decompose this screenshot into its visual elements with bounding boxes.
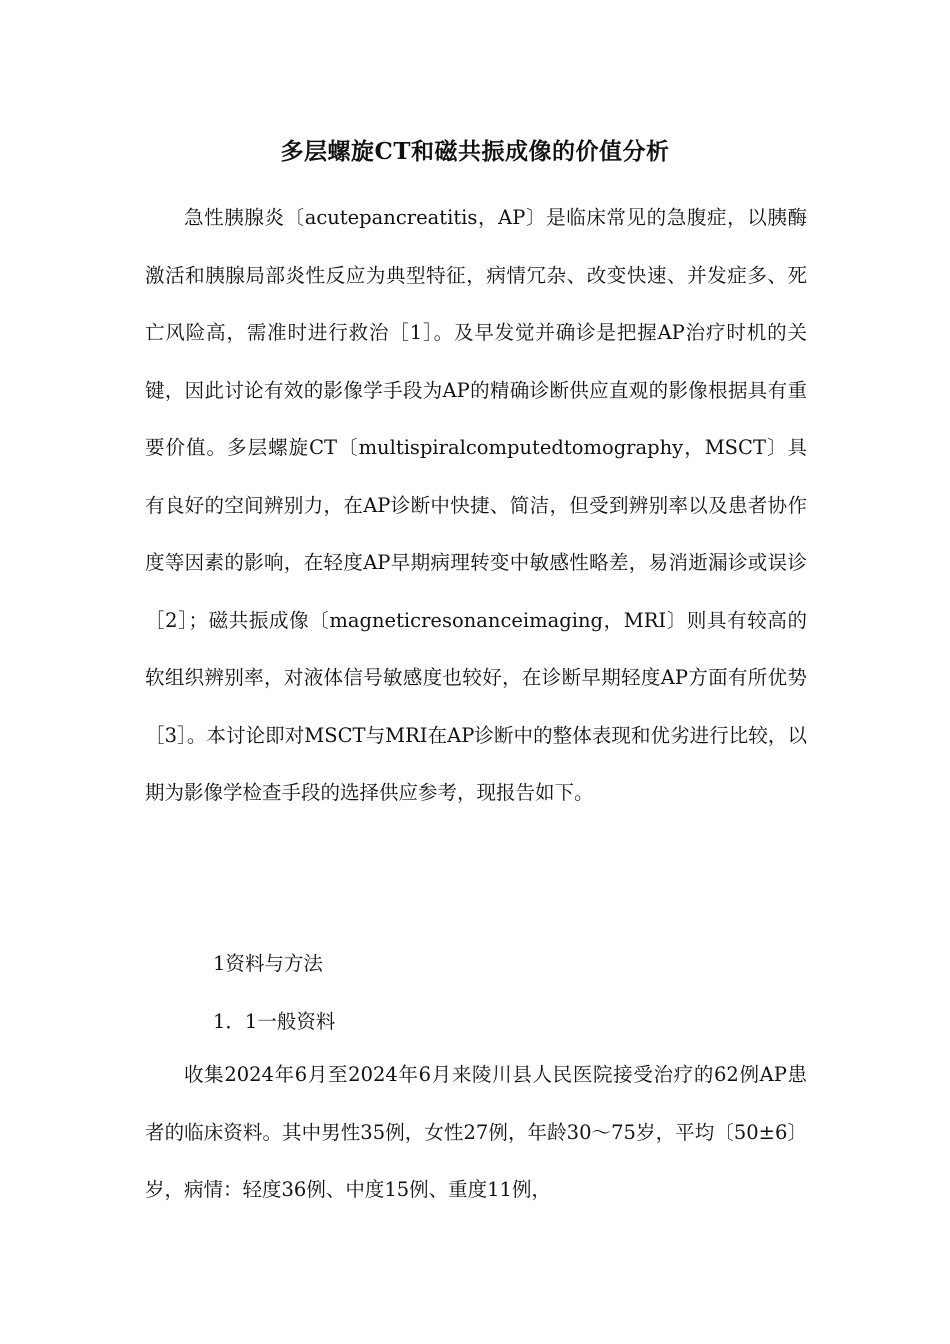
intro-paragraph: 急性胰腺炎〔acutepancreatitis，AP〕是临床常见的急腹症，以胰酶激活和胰腺局部炎性反应为典型特征，病情冗杂、改变快速、并发症多、死亡风险高，需准时进行救治［1］。及早发觉并确诊是把握AP治疗时机的关键，因此讨论有效的影像学手段为AP的精确诊断供应直观的影像根据具有重要价值。多层螺旋CT〔multispiralcomputedtomography，MSCT〕具有良好的空间辨别力，在AP诊断中快捷、简洁，但受到辨别率以及患者协作度等因素的影响，在轻度AP早期病理转变中敏感性略差，易消逝漏诊或误诊［2］；磁共振成像〔magneticresonanceimaging，MRI〕则具有较高的软组织辨别率，对液体信号敏感度也较好，在诊断早期轻度AP方面有所优势［3］。本讨论即对MSCT与MRI在AP诊断中的整体表现和优劣进行比较，以期为影像学检查手段的选择供应参考，现报告如下。 <box>145 206 807 804</box>
data-paragraph: 收集2024年6月至2024年6月来陵川县人民医院接受治疗的62例AP患者的临床资料。其中男性35例，女性27例，年龄30～75岁，平均〔50±6〕岁，病情：轻度36例、中度15例、重度11例， <box>145 1063 807 1201</box>
section-heading: 1资料与方法 <box>213 952 323 975</box>
subsection-heading: 1．1一般资料 <box>213 1010 336 1033</box>
document-title: 多层螺旋CT和磁共振成像的价值分析 <box>280 138 670 165</box>
